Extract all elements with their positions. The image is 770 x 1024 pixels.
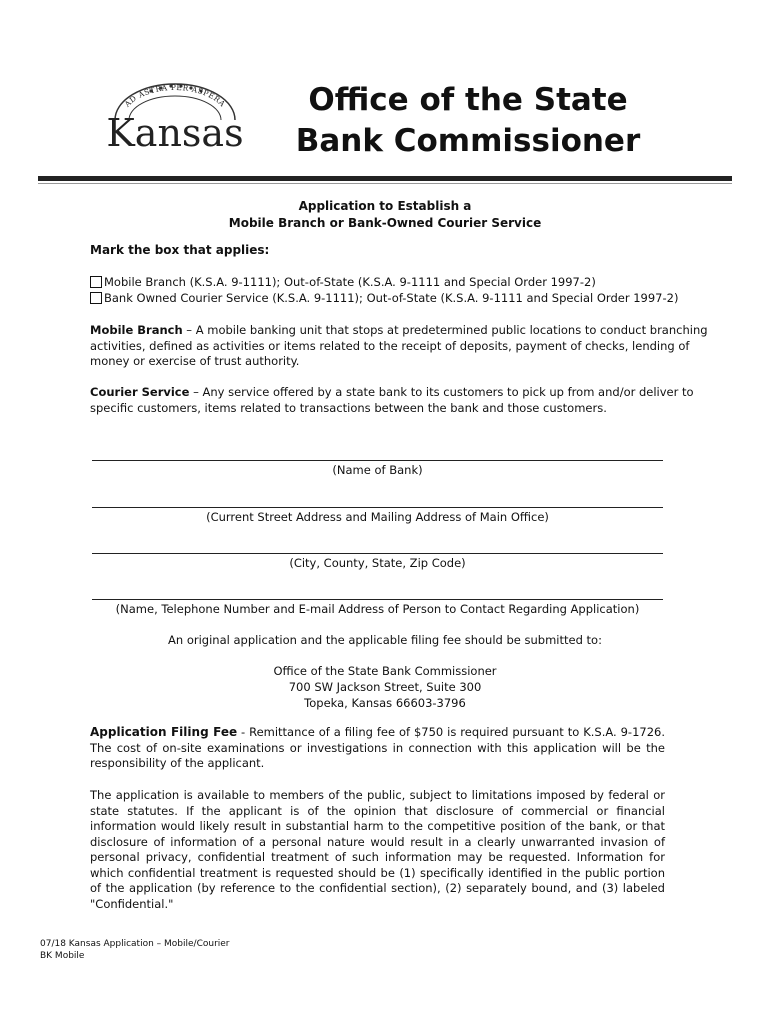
application-title xyxy=(0,198,770,232)
header-divider-thin xyxy=(38,183,732,184)
address-line: Office of the State Bank Commissioner xyxy=(273,664,497,678)
application-title-line1: Application to Establish a xyxy=(298,199,472,213)
public-availability-paragraph: The application is available to members of the public, subject to limitations imposed by federal or state statutes. If the applicant is of the opinion that disclosure of commercial or financial information would likely result in substantial harm to the competitive position of the bank, or that disclosure of information of a personal nature would result in a clearly unwarranted invasion of personal privacy, confidential treatment of such information may be requested. Information for which confidential treatment is requested should be (1) specifically identified in the public portion of the application (by reference to the confidential section), (2) separately bound, and (3) labeled "Confidential." xyxy=(90,788,665,911)
footer-form-id: 07/18 Kansas Application – Mobile/Courier xyxy=(40,939,230,949)
option-mobile-branch[interactable] xyxy=(90,275,596,289)
filing-fee-term: Application Filing Fee xyxy=(90,725,238,739)
filing-fee-text: - Remittance of a filing fee of $750 is required pursuant to K.S.A. 9-1726. The cost of on-site examinations or investigations in connection with this application will be the responsibility of the applicant. xyxy=(90,725,665,770)
address-line: 700 SW Jackson Street, Suite 300 xyxy=(288,680,482,694)
footer-code: BK Mobile xyxy=(40,951,85,961)
contact-person-caption: (Name, Telephone Number and E-mail Address of Person to Contact Regarding Application) xyxy=(115,602,640,616)
bank-name-field[interactable] xyxy=(92,460,663,461)
mobile-branch-checkbox[interactable] xyxy=(90,276,102,288)
bank-name-caption: (Name of Bank) xyxy=(332,463,423,477)
city-county-state-zip-field[interactable] xyxy=(92,553,663,554)
filing-fee-paragraph xyxy=(90,725,665,772)
mobile-branch-text: – A mobile banking unit that stops at predetermined public locations to conduct branching activities, defined as activities or items related to the receipt of deposits, payment of checks, lending of money or exercise of trust authority. xyxy=(90,323,708,368)
main-office-address-field[interactable] xyxy=(92,507,663,508)
page-title-line2: Bank Commissioner xyxy=(295,123,641,159)
courier-service-checkbox[interactable] xyxy=(90,292,102,304)
city-county-state-zip-caption: (City, County, State, Zip Code) xyxy=(289,556,466,570)
page-title xyxy=(278,80,658,162)
logo-arc-text: AD ASTRA PER ASPERA xyxy=(122,82,228,109)
kansas-logo xyxy=(95,80,255,150)
mobile-branch-term: Mobile Branch xyxy=(90,323,183,337)
main-office-address-caption: (Current Street Address and Mailing Address of Main Office) xyxy=(206,510,549,524)
option-mobile-branch-label: Mobile Branch (K.S.A. 9-1111); Out-of-State (K.S.A. 9-1111 and Special Order 1997-2) xyxy=(104,275,596,289)
header-divider xyxy=(38,176,732,181)
address-line: Topeka, Kansas 66603-3796 xyxy=(304,696,466,710)
mailing-address xyxy=(0,663,770,711)
mark-box-label: Mark the box that applies: xyxy=(90,243,270,257)
courier-service-term: Courier Service xyxy=(90,385,190,399)
footer xyxy=(40,938,230,962)
option-courier-service-label: Bank Owned Courier Service (K.S.A. 9-1111); Out-of-State (K.S.A. 9-1111 and Special Order 1997-2) xyxy=(104,291,679,305)
submission-instructions: An original application and the applicable filing fee should be submitted to: xyxy=(168,633,602,647)
contact-person-field[interactable] xyxy=(92,599,663,600)
courier-service-text: – Any service offered by a state bank to its customers to pick up from and/or deliver to specific customers, items related to transactions between the bank and those customers. xyxy=(90,385,694,415)
mobile-branch-definition xyxy=(90,323,725,370)
application-title-line2: Mobile Branch or Bank-Owned Courier Service xyxy=(228,216,542,230)
courier-service-definition xyxy=(90,385,725,416)
logo-wordmark: Kansas xyxy=(106,111,244,150)
page-title-line1: Office of the State xyxy=(308,82,628,118)
option-courier-service[interactable] xyxy=(90,291,678,305)
kansas-logo-graphic xyxy=(95,80,255,150)
